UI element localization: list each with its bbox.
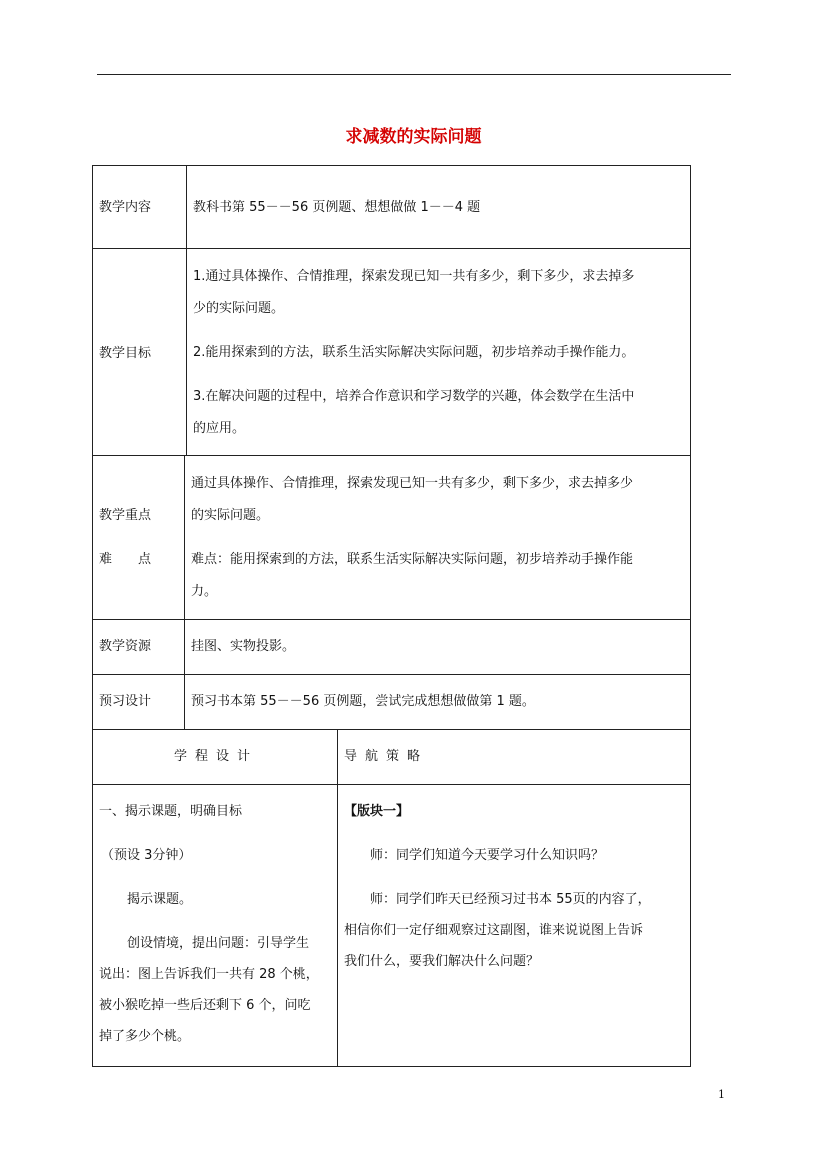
label-difficulty: 难 点 (99, 552, 152, 567)
goals-line: 少的实际问题。 (193, 301, 285, 316)
goals-line: 1.通过具体操作、合情推理，探索发现已知一共有多少，剩下多少，求去掉多 (193, 269, 635, 284)
label-goals: 教学目标 (99, 346, 152, 361)
header-rule (97, 74, 731, 75)
keypoints-line: 力。 (191, 584, 218, 599)
label-keypoints: 教学重点 (99, 508, 152, 523)
right-column-header: 导航策略 (344, 749, 429, 764)
page-title: 求减数的实际问题 (345, 127, 482, 147)
page-number: 1 (718, 1088, 725, 1101)
keypoints-line: 的实际问题。 (191, 508, 270, 523)
left-line: 一、揭示课题，明确目标 (99, 804, 243, 819)
label-resources: 教学资源 (99, 639, 152, 654)
left-line: 被小猴吃掉一些后还剩下 6 个，问吃 (99, 998, 311, 1013)
left-line: （预设 3分钟） (101, 848, 192, 863)
right-line: 我们什么，要我们解决什么问题？ (344, 954, 540, 969)
left-line: 创设情境，提出问题：引导学生 (127, 936, 310, 951)
left-line: 说出：图上告诉我们一共有 28 个桃， (99, 967, 319, 982)
left-line: 揭示课题。 (127, 892, 193, 907)
left-column-header: 学程设计 (174, 749, 259, 764)
content-text: 教科书第 55－－56 页例题、想想做做 1－－4 题 (193, 200, 481, 215)
goals-line: 2.能用探索到的方法，联系生活实际解决实际问题，初步培养动手操作能力。 (193, 345, 635, 360)
label-preview: 预习设计 (99, 694, 152, 709)
right-line: 相信你们一定仔细观察过这副图，谁来说说图上告诉 (344, 923, 644, 938)
label-content: 教学内容 (99, 200, 152, 215)
goals-line: 3.在解决问题的过程中，培养合作意识和学习数学的兴趣，体会数学在生活中 (193, 389, 635, 404)
section-tag: 【版块一】 (344, 804, 410, 819)
right-line: 师：同学们昨天已经预习过书本 55页的内容了， (370, 892, 651, 907)
goals-line: 的应用。 (193, 421, 246, 436)
preview-text: 预习书本第 55－－56 页例题，尝试完成想想做做第 1 题。 (191, 694, 535, 709)
left-line: 掉了多少个桃。 (99, 1029, 191, 1044)
right-line: 师：同学们知道今天要学习什么知识吗？ (370, 848, 605, 863)
keypoints-line: 难点：能用探索到的方法，联系生活实际解决实际问题，初步培养动手操作能 (191, 552, 634, 567)
resources-text: 挂图、实物投影。 (191, 639, 296, 654)
keypoints-line: 通过具体操作、合情推理，探索发现已知一共有多少，剩下多少，求去掉多少 (191, 476, 634, 491)
